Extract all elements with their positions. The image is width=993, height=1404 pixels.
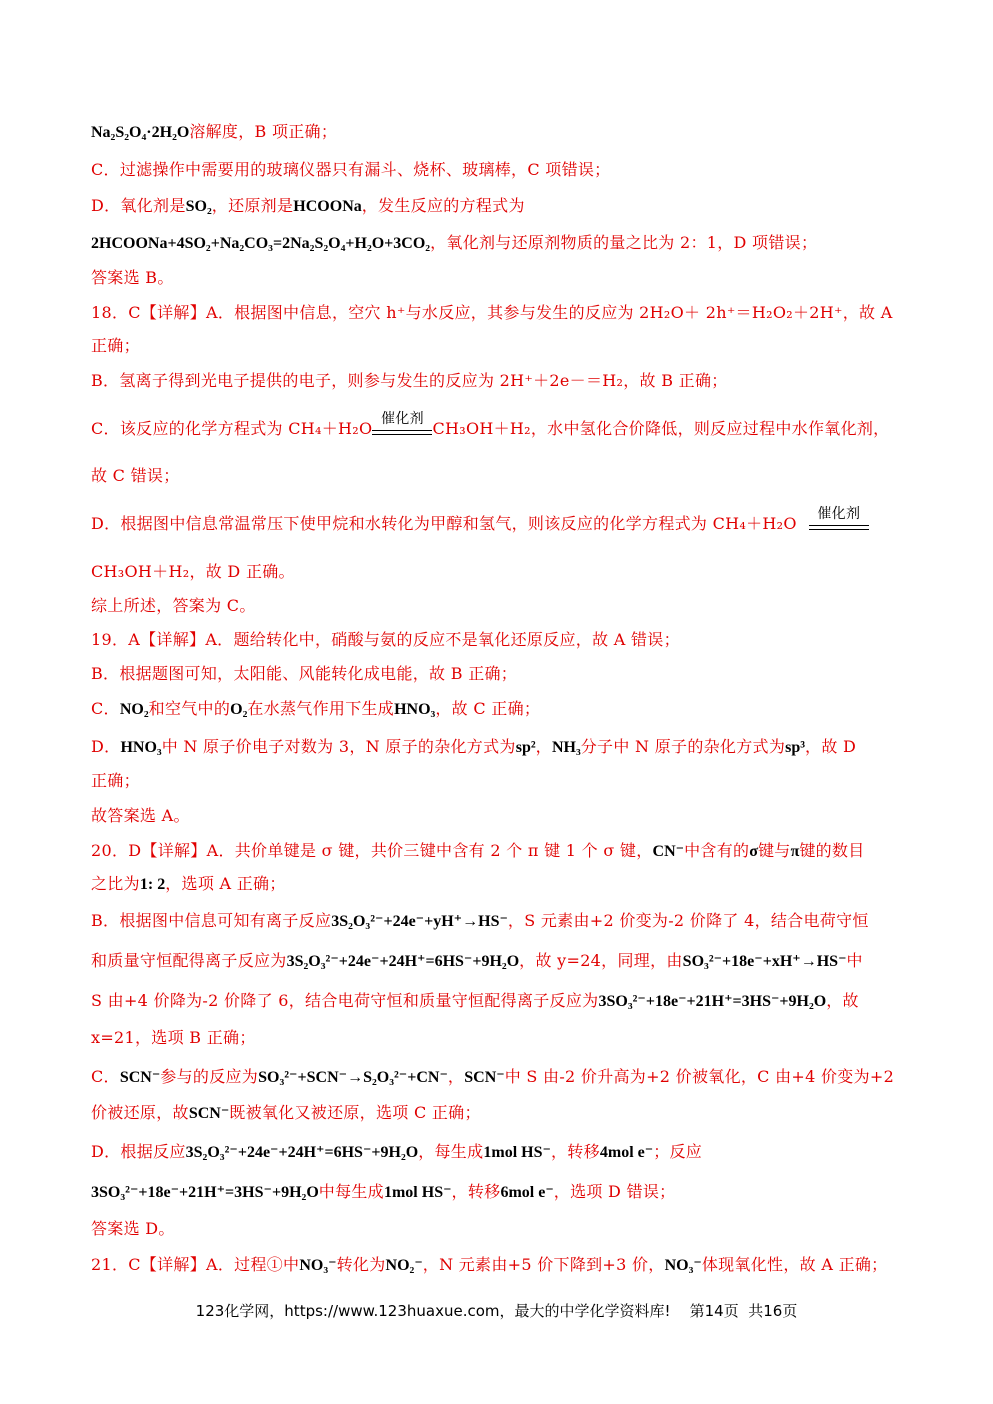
text: x=21，选项 B 正确； [91, 1028, 256, 1047]
text: 答案选 D。 [91, 1219, 175, 1238]
text: CH₃OH＋H₂，故 D 正确。 [91, 562, 295, 581]
text-line [91, 910, 913, 933]
text: 中 [846, 951, 863, 970]
page-footer: 123化学网，https://www.123huaxue.com，最大的中学化学资料库! 第14页 共16页 [195, 1302, 798, 1320]
formula: 2HCOONa+4SO₂+Na₂CO₃=2Na₂S₂O₄+H₂O+3CO₂ [91, 235, 431, 252]
text: ，转移 [550, 1142, 600, 1161]
text: 溶解度，B 项正确； [189, 122, 338, 141]
text-line [91, 121, 913, 144]
text: 既被氧化又被还原，选项 C 正确； [229, 1103, 481, 1122]
text: C． [91, 699, 120, 718]
text: 18．C【详解】A．根据图中信息，空穴 h⁺与水反应，其参与发生的反应为 2H₂O＋ 2h⁺＝H₂O₂＋2H⁺，故 A [91, 303, 893, 322]
text: 正确； [91, 771, 140, 790]
text-line [91, 663, 913, 685]
text: ，发生反应的方程式为 [361, 196, 525, 215]
text: B．氢离子得到光电子提供的电子，则参与发生的反应为 2H⁺＋2e－＝H₂，故 B 正确； [91, 371, 728, 390]
text: 键与 [758, 841, 791, 860]
text: 20．D【详解】A．共价单键是 σ 键，共价三键中含有 2 个 π 键 1 个 σ 键， [91, 841, 653, 860]
text: C． [91, 1067, 120, 1086]
text: 中含有的 [684, 841, 750, 860]
formula: NO₃⁻ [299, 1257, 337, 1274]
formula: 3S₂O₃²⁻+24e⁻+yH⁺→HS⁻ [331, 913, 508, 930]
catalyst-label: 催化剂 [380, 411, 424, 427]
text-line [91, 506, 913, 535]
text-line [91, 302, 913, 324]
text: 答案选 B。 [91, 268, 174, 287]
text: 参与的反应为 [160, 1067, 259, 1086]
text: 故 C 错误； [91, 466, 180, 485]
text-line [91, 1218, 913, 1240]
text: ，每生成 [418, 1142, 484, 1161]
text-line [91, 159, 913, 181]
text-line [91, 698, 913, 721]
text-line [91, 629, 913, 651]
text: 体现氧化性，故 A 正确； [701, 1255, 888, 1274]
text: ，选项 D 错误； [553, 1182, 676, 1201]
text: 分子中 N 原子的杂化方式为 [580, 737, 786, 756]
text-line [91, 1027, 913, 1049]
text-line [91, 805, 913, 827]
text-line [91, 335, 913, 357]
text: B．根据图中信息可知有离子反应 [91, 911, 332, 930]
text: ；反应 [653, 1142, 703, 1161]
double-bar-icon [372, 430, 432, 435]
text-line [91, 1181, 913, 1204]
text: D． [91, 737, 121, 756]
text: 中 S 由-2 价升高为+2 价被氧化，C 由+4 价变为+2 [504, 1067, 895, 1086]
formula: σ [749, 843, 758, 860]
text: 和质量守恒配得离子反应为 [91, 951, 287, 970]
formula: HNO₃ [120, 739, 162, 756]
double-bar-icon [809, 525, 869, 530]
text-line [91, 195, 913, 218]
formula: NO₃⁻ [664, 1257, 702, 1274]
text: ，S 元素由+2 价变为-2 价降了 4，结合电荷守恒 [507, 911, 869, 930]
text: 综上所述，答案为 C。 [91, 596, 256, 615]
text-line [91, 840, 913, 863]
formula: 1: 2 [139, 876, 166, 893]
text: C．过滤操作中需要用的玻璃仪器只有漏斗、烧杯、玻璃棒，C 项错误； [91, 160, 611, 179]
formula: SCN⁻ [188, 1105, 230, 1122]
text: ， [447, 1067, 465, 1086]
formula: sp² [515, 739, 536, 756]
text: 之比为 [91, 874, 140, 893]
catalyst-arrow [809, 506, 869, 535]
text: 中每生成 [318, 1182, 384, 1201]
text: ，故 [826, 991, 859, 1010]
formula: SO₃²⁻+18e⁻+xH⁺→HS⁻ [682, 953, 847, 970]
text-line [91, 736, 913, 759]
text: S 由+4 价降为-2 价降了 6，结合电荷守恒和质量守恒配得离子反应为 [91, 991, 599, 1010]
formula: SCN⁻ [464, 1069, 505, 1086]
text-line [91, 1066, 913, 1089]
formula: 3SO₃²⁻+18e⁻+21H⁺=3HS⁻+9H₂O [598, 993, 827, 1010]
formula: SO₃²⁻+SCN⁻→S₂O₃²⁻+CN⁻ [258, 1069, 448, 1086]
formula: SO₂ [185, 198, 212, 215]
text: 正确； [91, 336, 140, 355]
catalyst-label: 催化剂 [817, 506, 861, 522]
formula: 1mol HS⁻ [483, 1144, 551, 1161]
formula: O₂ [230, 701, 248, 718]
text: D．根据反应 [91, 1142, 186, 1161]
formula: CN⁻ [652, 843, 685, 860]
text: B．根据题图可知，太阳能、风能转化成电能，故 B 正确； [91, 664, 518, 683]
formula: 3S₂O₃²⁻+24e⁻+24H⁺=6HS⁻+9H₂O [185, 1144, 419, 1161]
text: 价被还原，故 [91, 1103, 189, 1122]
formula: NO₂⁻ [385, 1257, 423, 1274]
formula: 3SO₃²⁻+18e⁻+21H⁺=3HS⁻+9H₂O [91, 1184, 319, 1201]
text: CH₃OH＋H₂，水中氢化合价降低，则反应过程中水作氧化剂， [432, 419, 890, 438]
text-line [91, 465, 913, 487]
text-line [91, 950, 913, 973]
formula: π [790, 843, 800, 860]
text: 故答案选 A。 [91, 806, 190, 825]
text-line [91, 232, 913, 255]
text: ，故 D [805, 737, 857, 756]
formula: sp³ [785, 739, 806, 756]
formula: SCN⁻ [119, 1069, 161, 1086]
text-line [91, 267, 913, 289]
text-line [91, 370, 913, 392]
text: C．该反应的化学方程式为 CH₄＋H₂O [91, 419, 373, 438]
formula: Na₂S₂O₄·2H₂O [91, 124, 190, 141]
text: ，选项 A 正确； [165, 874, 286, 893]
formula: 6mol e⁻ [500, 1184, 554, 1201]
text-line [91, 1254, 913, 1277]
text: 21．C【详解】A．过程①中 [91, 1255, 300, 1274]
text: 19．A【详解】A．题给转化中，硝酸与氨的反应不是氧化还原反应，故 A 错误； [91, 630, 680, 649]
text: 在水蒸气作用下生成 [247, 699, 395, 718]
text: 和空气中的 [148, 699, 231, 718]
text: ，还原剂是 [211, 196, 294, 215]
text-line [91, 1141, 913, 1164]
text: 键的数目 [799, 841, 865, 860]
text-line [91, 595, 913, 617]
text: ，故 C 正确； [435, 699, 541, 718]
text-line [91, 873, 913, 896]
text: ， [535, 737, 552, 756]
text: D．氧化剂是 [91, 196, 186, 215]
text-line [91, 561, 913, 583]
text-line [91, 1102, 913, 1125]
formula: NO₂ [119, 701, 149, 718]
formula: 4mol e⁻ [599, 1144, 654, 1161]
text: ，故 y=24，同理，由 [519, 951, 683, 970]
text: ，转移 [451, 1182, 501, 1201]
text-line [91, 411, 913, 440]
formula: NH₃ [551, 739, 581, 756]
text: D．根据图中信息常温常压下使甲烷和水转化为甲醇和氢气，则该反应的化学方程式为 CH₄＋H₂O [91, 514, 797, 533]
formula: 3S₂O₃²⁻+24e⁻+24H⁺=6HS⁻+9H₂O [286, 953, 520, 970]
formula: HCOONa [293, 198, 362, 215]
text: 中 N 原子价电子对数为 3，N 原子的杂化方式为 [161, 737, 516, 756]
text-line [91, 990, 913, 1013]
formula: 1mol HS⁻ [383, 1184, 452, 1201]
text-line [91, 770, 913, 792]
catalyst-arrow [372, 411, 432, 440]
text: ，氧化剂与还原剂物质的量之比为 2：1，D 项错误； [430, 233, 818, 252]
text: ，N 元素由+5 价下降到+3 价， [422, 1255, 665, 1274]
formula: HNO₃ [394, 701, 436, 718]
text: 转化为 [336, 1255, 386, 1274]
